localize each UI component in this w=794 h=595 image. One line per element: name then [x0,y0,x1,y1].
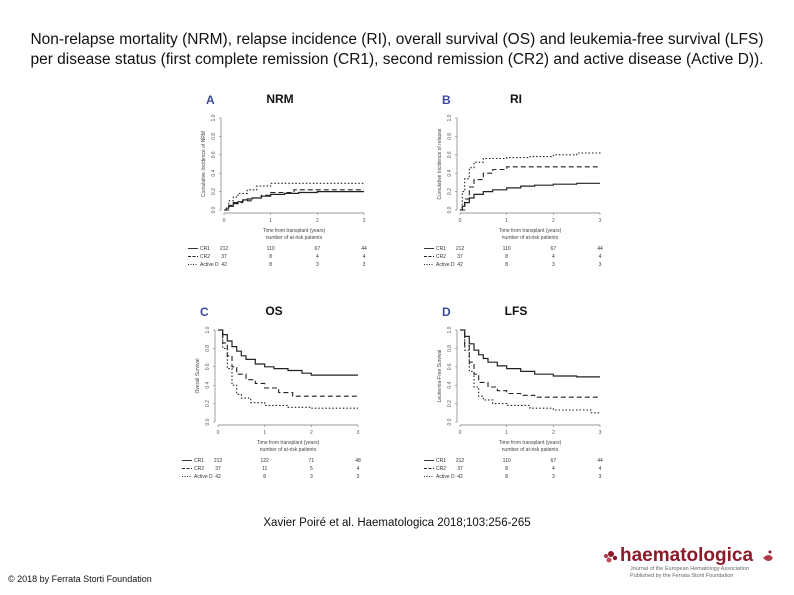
x-tick-label: 3 [362,218,366,224]
risk-count: 8 [505,254,509,260]
risk-count: 37 [457,466,463,472]
risk-count: 3 [362,262,366,268]
y-tick-label: 0.8 [447,344,453,352]
risk-count: 8 [263,474,267,480]
risk-count: 3 [315,262,319,268]
x-tick-label: 0 [458,430,462,436]
y-tick-label: 1.0 [205,326,211,334]
risk-count: 67 [550,246,557,252]
x-tick-label: 1 [505,430,509,436]
x-tick-label: 0 [216,430,220,436]
y-tick-label: 0.4 [447,381,453,389]
risk-count: 37 [221,254,227,260]
citation: Xavier Poiré et al. Haematologica 2018;103:256-265 [263,517,531,529]
legend-label: CR1 [194,458,205,464]
risk-count: 44 [361,246,367,252]
panel-c [182,300,372,510]
risk-count: 8 [505,474,509,480]
risk-count: 3 [598,474,602,480]
risk-count: 11 [262,466,268,472]
risk-count: 4 [598,254,602,260]
km-chart-c [182,300,372,505]
x-axis-label: Time from transplant (years) [498,440,562,446]
risk-count: 44 [597,458,603,464]
y-tick-label: 0.2 [447,400,453,408]
x-tick-label: 0 [458,218,462,224]
copyright: © 2018 by Ferrata Storti Foundation [8,574,152,584]
y-tick-label: 1.0 [447,326,453,334]
x-tick-label: 3 [356,430,360,436]
risk-count: 212 [455,458,465,464]
risk-count: 4 [551,466,555,472]
chart-title: LFS [504,304,528,318]
x-tick-label: 2 [315,218,319,224]
legend-label: Active D [200,262,219,268]
legend-label: Active D [436,262,455,268]
risk-count: 42 [457,262,463,268]
heart-logo-icon [604,551,617,563]
risk-count: 5 [309,466,313,472]
series-line-cr2 [460,167,600,210]
risk-count: 8 [269,254,273,260]
y-axis-label: Leukemia-Free Survival [437,349,443,403]
risk-count: 48 [355,458,361,464]
y-tick-label: 1.0 [211,114,217,122]
x-axis-label: Time from transplant (years) [262,228,326,234]
risk-count: 3 [598,262,602,268]
risk-count: 67 [314,246,321,252]
x-tick-label: 1 [505,218,509,224]
risk-count: 4 [551,254,555,260]
legend-label: CR1 [200,246,211,252]
logo-tagline-1: Journal of the European Hematology Association [630,566,749,572]
legend-label: CR2 [436,254,447,260]
legend-label: Active D [436,474,455,480]
risk-count: 110 [266,246,275,252]
x-tick-label: 1 [269,218,273,224]
risk-count: 67 [550,458,557,464]
legend-label: CR2 [436,466,447,472]
y-tick-label: 0.0 [205,418,211,426]
risk-count: 4 [315,254,319,260]
panel-letter: D [442,305,451,319]
series-line-cr1 [460,183,600,210]
legend-label: Active D [194,474,213,480]
y-tick-label: 0.2 [205,400,211,408]
x-axis-label: Time from transplant (years) [256,440,320,446]
risk-table-title: number of at-risk patients [501,235,559,241]
x-tick-label: 0 [222,218,226,224]
series-line-cr1 [218,330,358,375]
x-axis-label: Time from transplant (years) [498,228,562,234]
panel-d [424,300,614,510]
y-tick-label: 0.4 [211,169,217,177]
chart-title: RI [510,92,522,106]
risk-count: 42 [457,474,463,480]
risk-count: 3 [309,474,313,480]
x-tick-label: 3 [598,218,602,224]
risk-count: 212 [219,246,229,252]
y-axis-label: Cumulative Incidence of relapse [437,128,443,200]
risk-table-title: number of at-risk patients [259,447,317,453]
legend-label: CR1 [436,246,447,252]
x-tick-label: 2 [551,430,555,436]
risk-count: 122 [260,458,269,464]
logo-wordmark: haematologica [620,545,754,566]
risk-count: 42 [221,262,227,268]
x-tick-label: 2 [551,218,555,224]
risk-table-title: number of at-risk patients [501,447,559,453]
chart-title: OS [265,304,283,318]
panel-b [424,88,614,298]
series-line-active-d [224,183,364,210]
y-tick-label: 0.6 [205,363,211,371]
km-chart-a [188,88,378,293]
y-tick-label: 0.6 [447,363,453,371]
risk-count: 8 [269,262,273,268]
risk-count: 42 [215,474,221,480]
y-tick-label: 0.8 [447,132,453,140]
y-tick-label: 0.0 [447,418,453,426]
risk-count: 44 [597,246,603,252]
legend-label: CR1 [436,458,447,464]
y-tick-label: 0.2 [211,188,217,196]
risk-count: 37 [215,466,221,472]
y-axis-label: Overall Survival [195,358,201,394]
risk-count: 4 [598,466,602,472]
risk-count: 110 [502,458,511,464]
km-chart-d [424,300,614,505]
y-tick-label: 0.6 [447,151,453,159]
y-tick-label: 0.4 [447,169,453,177]
risk-count: 3 [551,474,555,480]
y-tick-label: 0.6 [211,151,217,159]
series-line-cr1 [224,192,364,210]
x-tick-label: 2 [309,430,313,436]
risk-count: 3 [356,474,360,480]
risk-count: 4 [356,466,360,472]
decorative-leaf-icon [763,551,773,562]
risk-count: 212 [455,246,465,252]
series-line-cr2 [218,330,358,396]
risk-count: 8 [505,262,509,268]
risk-count: 71 [308,458,315,464]
y-tick-label: 1.0 [447,114,453,122]
journal-logo [598,540,778,580]
series-line-active-d [460,152,600,210]
risk-count: 110 [502,246,511,252]
slide-title: Non-relapse mortality (NRM), relapse incidence (RI), overall survival (OS) and leukemia-free survival (LFS) per disease status (first complete remission (CR1), second remission (CR2) and active disease (Active D)). [30,31,764,68]
risk-count: 8 [505,466,509,472]
y-tick-label: 0.8 [205,344,211,352]
y-tick-label: 0.0 [447,206,453,214]
logo-tagline-2: Published by the Ferrata Storti Foundation [630,573,734,579]
panel-letter: B [442,93,451,107]
y-tick-label: 0.0 [211,206,217,214]
x-tick-label: 3 [598,430,602,436]
series-line-cr1 [460,330,600,377]
panel-letter: C [200,305,209,319]
x-tick-label: 1 [263,430,267,436]
legend-label: CR2 [194,466,205,472]
risk-table-title: number of at-risk patients [265,235,323,241]
y-axis-label: Cumulative Incidence of NRM [201,130,207,198]
risk-count: 4 [362,254,366,260]
chart-title: NRM [266,92,294,106]
y-tick-label: 0.8 [211,132,217,140]
y-tick-label: 0.2 [447,188,453,196]
risk-count: 212 [213,458,223,464]
panel-a [188,88,378,298]
km-chart-b [424,88,614,293]
panel-letter: A [206,93,215,107]
y-tick-label: 0.4 [205,381,211,389]
legend-label: CR2 [200,254,211,260]
risk-count: 3 [551,262,555,268]
risk-count: 37 [457,254,463,260]
series-line-cr2 [460,330,600,397]
